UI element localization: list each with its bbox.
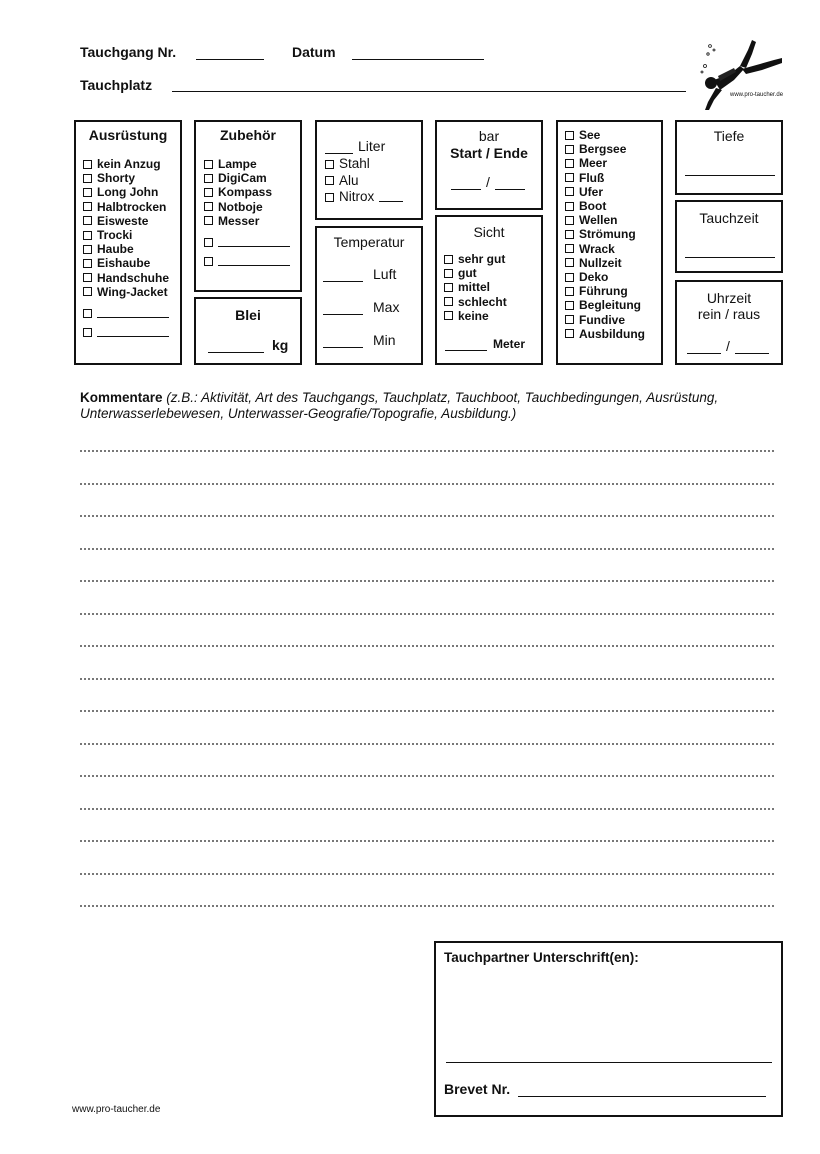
checkbox[interactable] <box>565 244 574 253</box>
comment-line[interactable] <box>80 905 774 907</box>
checkbox[interactable] <box>565 159 574 168</box>
clock-separator: / <box>726 338 730 354</box>
comment-line[interactable] <box>80 515 774 517</box>
checkbox-item[interactable]: Long John <box>83 185 169 199</box>
diver-silhouette-icon <box>696 36 796 116</box>
checkbox-item[interactable]: Messer <box>204 214 290 228</box>
comment-line[interactable] <box>80 678 774 680</box>
checkbox-item[interactable]: Wrack <box>565 242 645 256</box>
comment-line[interactable] <box>80 645 774 647</box>
checkbox-item[interactable]: keine <box>444 309 507 323</box>
checkbox-item[interactable]: DigiCam <box>204 171 290 185</box>
checkbox-item[interactable]: Bergsee <box>565 142 645 156</box>
temp-air-label: Luft <box>373 266 397 282</box>
checkbox[interactable] <box>83 202 92 211</box>
checkbox[interactable] <box>444 269 453 278</box>
clock-title-line2: rein / raus <box>697 306 761 322</box>
tank-box <box>315 120 423 220</box>
checkbox[interactable] <box>565 202 574 211</box>
checkbox[interactable] <box>325 176 334 185</box>
brevet-field[interactable] <box>518 1085 766 1097</box>
checkbox-item[interactable]: Nullzeit <box>565 256 645 270</box>
pressure-start-field[interactable] <box>451 178 481 190</box>
checkbox-item[interactable]: Ufer <box>565 185 645 199</box>
checkbox[interactable] <box>565 230 574 239</box>
depth-field[interactable] <box>685 164 775 176</box>
visibility-meter-field[interactable] <box>445 339 487 351</box>
checkbox[interactable] <box>565 273 574 282</box>
checkbox[interactable] <box>444 297 453 306</box>
checkbox[interactable] <box>565 329 574 338</box>
comment-line[interactable] <box>80 743 774 745</box>
checkbox[interactable] <box>204 202 213 211</box>
comments-hint: (z.B.: Aktivität, Art des Tauchgangs, Tauchplatz, Tauchboot, Tauchbedingungen, Ausrüstung, Unterwasserlebewesen, Unterwasser-Geografie/Topografie, Ausbildung.) <box>80 390 719 421</box>
checkbox-item[interactable]: Eisweste <box>83 214 169 228</box>
date-label: Datum <box>292 44 336 60</box>
dive-site-field[interactable] <box>172 80 686 92</box>
accessories-list <box>204 157 290 266</box>
checkbox[interactable] <box>565 131 574 140</box>
checkbox-item[interactable]: Stahl <box>325 156 403 173</box>
checkbox-item[interactable]: Meer <box>565 156 645 170</box>
conditions-box <box>556 120 663 365</box>
checkbox[interactable] <box>325 160 334 169</box>
checkbox-item[interactable]: See <box>565 128 645 142</box>
checkbox-item-custom[interactable] <box>204 238 290 247</box>
checkbox-item[interactable]: Halbtrocken <box>83 200 169 214</box>
pressure-title-line2: Start / Ende <box>450 145 528 161</box>
checkbox-item[interactable]: gut <box>444 266 507 280</box>
checkbox-item[interactable]: Führung <box>565 284 645 298</box>
checkbox[interactable] <box>83 231 92 240</box>
liter-label: Liter <box>358 138 386 154</box>
checkbox[interactable] <box>325 193 334 202</box>
checkbox-item[interactable]: Kompass <box>204 185 290 199</box>
checkbox[interactable] <box>565 301 574 310</box>
pressure-end-field[interactable] <box>495 178 525 190</box>
weight-unit: kg <box>272 337 289 353</box>
checkbox[interactable] <box>83 188 92 197</box>
checkbox[interactable] <box>83 287 92 296</box>
comment-line[interactable] <box>80 808 774 810</box>
signature-box <box>434 941 783 1117</box>
diver-logo <box>696 36 796 116</box>
temp-max-label: Max <box>373 299 400 315</box>
logo-text: www.pro-taucher.de <box>730 92 784 98</box>
footer-url: www.pro-taucher.de <box>72 1104 161 1115</box>
checkbox-item[interactable]: Begleitung <box>565 298 645 312</box>
conditions-list <box>565 128 645 341</box>
accessories-box <box>194 120 302 292</box>
checkbox-item[interactable]: Lampe <box>204 157 290 171</box>
checkbox[interactable] <box>565 145 574 154</box>
checkbox[interactable] <box>444 255 453 264</box>
custom-field[interactable] <box>218 238 290 247</box>
checkbox-item[interactable]: mittel <box>444 280 507 294</box>
accessories-title: Zubehör <box>220 127 276 143</box>
clock-box <box>675 280 783 365</box>
checkbox[interactable] <box>565 315 574 324</box>
dive-number-field[interactable] <box>196 48 264 60</box>
comment-line[interactable] <box>80 873 774 875</box>
signature-field[interactable] <box>446 1053 772 1063</box>
custom-field[interactable] <box>97 328 169 337</box>
checkbox-item[interactable]: schlecht <box>444 295 507 309</box>
visibility-title: Sicht <box>473 224 505 240</box>
weight-field[interactable] <box>208 341 264 353</box>
checkbox[interactable] <box>444 283 453 292</box>
checkbox[interactable] <box>83 259 92 268</box>
checkbox[interactable] <box>83 174 92 183</box>
weight-title: Blei <box>235 307 261 323</box>
equipment-box <box>74 120 182 365</box>
equipment-title: Ausrüstung <box>88 127 168 143</box>
checkbox-item[interactable]: Shorty <box>83 171 169 185</box>
checkbox[interactable] <box>204 174 213 183</box>
checkbox-item[interactable]: Haube <box>83 242 169 256</box>
checkbox[interactable] <box>565 287 574 296</box>
visibility-box <box>435 215 543 365</box>
pressure-separator: / <box>486 174 490 190</box>
pressure-box <box>435 120 543 210</box>
dive-time-field[interactable] <box>685 246 775 258</box>
temp-min-label: Min <box>373 332 396 348</box>
comment-line[interactable] <box>80 450 774 452</box>
dive-number-label: Tauchgang Nr. <box>80 44 177 60</box>
temperature-title: Temperatur <box>333 234 405 250</box>
visibility-unit: Meter <box>493 337 526 351</box>
checkbox-item-custom[interactable] <box>83 328 169 337</box>
checkbox-item[interactable]: Handschuhe <box>83 271 169 285</box>
checkbox[interactable] <box>204 257 213 266</box>
checkbox-item[interactable]: Alu <box>325 173 403 190</box>
checkbox[interactable] <box>83 328 92 337</box>
checkbox[interactable] <box>444 311 453 320</box>
checkbox[interactable] <box>565 187 574 196</box>
checkbox[interactable] <box>83 160 92 169</box>
checkbox-item[interactable]: Notboje <box>204 200 290 214</box>
checkbox[interactable] <box>565 258 574 267</box>
temp-min-field[interactable] <box>323 336 363 348</box>
tank-list <box>325 156 403 206</box>
comment-line[interactable] <box>80 548 774 550</box>
checkbox[interactable] <box>83 273 92 282</box>
signature-title: Tauchpartner Unterschrift(en): <box>444 950 639 965</box>
checkbox[interactable] <box>204 160 213 169</box>
checkbox[interactable] <box>565 173 574 182</box>
temperature-box <box>315 226 423 365</box>
pressure-title-line1: bar <box>478 128 500 144</box>
temp-max-field[interactable] <box>323 303 363 315</box>
clock-in-field[interactable] <box>687 342 721 354</box>
nitrox-field[interactable] <box>379 192 403 202</box>
checkbox-item[interactable]: Trocki <box>83 228 169 242</box>
checkbox-item-custom[interactable] <box>83 309 169 318</box>
depth-title: Tiefe <box>713 128 745 144</box>
checkbox[interactable] <box>83 309 92 318</box>
checkbox-item[interactable]: Wellen <box>565 213 645 227</box>
depth-box <box>675 120 783 195</box>
checkbox-item[interactable]: Fluß <box>565 171 645 185</box>
checkbox-item[interactable]: Wing-Jacket <box>83 285 169 299</box>
date-field[interactable] <box>352 48 484 60</box>
checkbox-item[interactable]: Strömung <box>565 227 645 241</box>
comment-line[interactable] <box>80 613 774 615</box>
checkbox[interactable] <box>565 216 574 225</box>
liter-field[interactable] <box>325 142 353 154</box>
comment-line[interactable] <box>80 840 774 842</box>
dive-time-title: Tauchzeit <box>699 210 759 226</box>
checkbox[interactable] <box>83 245 92 254</box>
checkbox-item[interactable]: Nitrox <box>325 189 403 206</box>
checkbox-item-custom[interactable] <box>204 257 290 266</box>
equipment-list <box>83 157 169 337</box>
comments-heading <box>80 390 740 421</box>
clock-out-field[interactable] <box>735 342 769 354</box>
checkbox-item[interactable]: Eishaube <box>83 256 169 270</box>
checkbox-item[interactable]: sehr gut <box>444 252 507 266</box>
brevet-label: Brevet Nr. <box>444 1081 511 1097</box>
clock-title-line1: Uhrzeit <box>706 290 752 306</box>
comment-line[interactable] <box>80 483 774 485</box>
dive-site-label: Tauchplatz <box>80 77 153 93</box>
checkbox-item[interactable]: Fundive <box>565 313 645 327</box>
visibility-list <box>444 252 507 323</box>
checkbox-item[interactable]: Deko <box>565 270 645 284</box>
checkbox[interactable] <box>204 216 213 225</box>
checkbox[interactable] <box>204 188 213 197</box>
weight-box <box>194 297 302 365</box>
custom-field[interactable] <box>218 257 290 266</box>
custom-field[interactable] <box>97 309 169 318</box>
comments-title: Kommentare <box>80 390 163 405</box>
comment-line[interactable] <box>80 775 774 777</box>
comment-line[interactable] <box>80 580 774 582</box>
checkbox[interactable] <box>204 238 213 247</box>
temp-air-field[interactable] <box>323 270 363 282</box>
checkbox-item[interactable]: Ausbildung <box>565 327 645 341</box>
checkbox-item[interactable]: kein Anzug <box>83 157 169 171</box>
comment-line[interactable] <box>80 710 774 712</box>
dive-time-box <box>675 200 783 273</box>
checkbox-item[interactable]: Boot <box>565 199 645 213</box>
checkbox[interactable] <box>83 216 92 225</box>
